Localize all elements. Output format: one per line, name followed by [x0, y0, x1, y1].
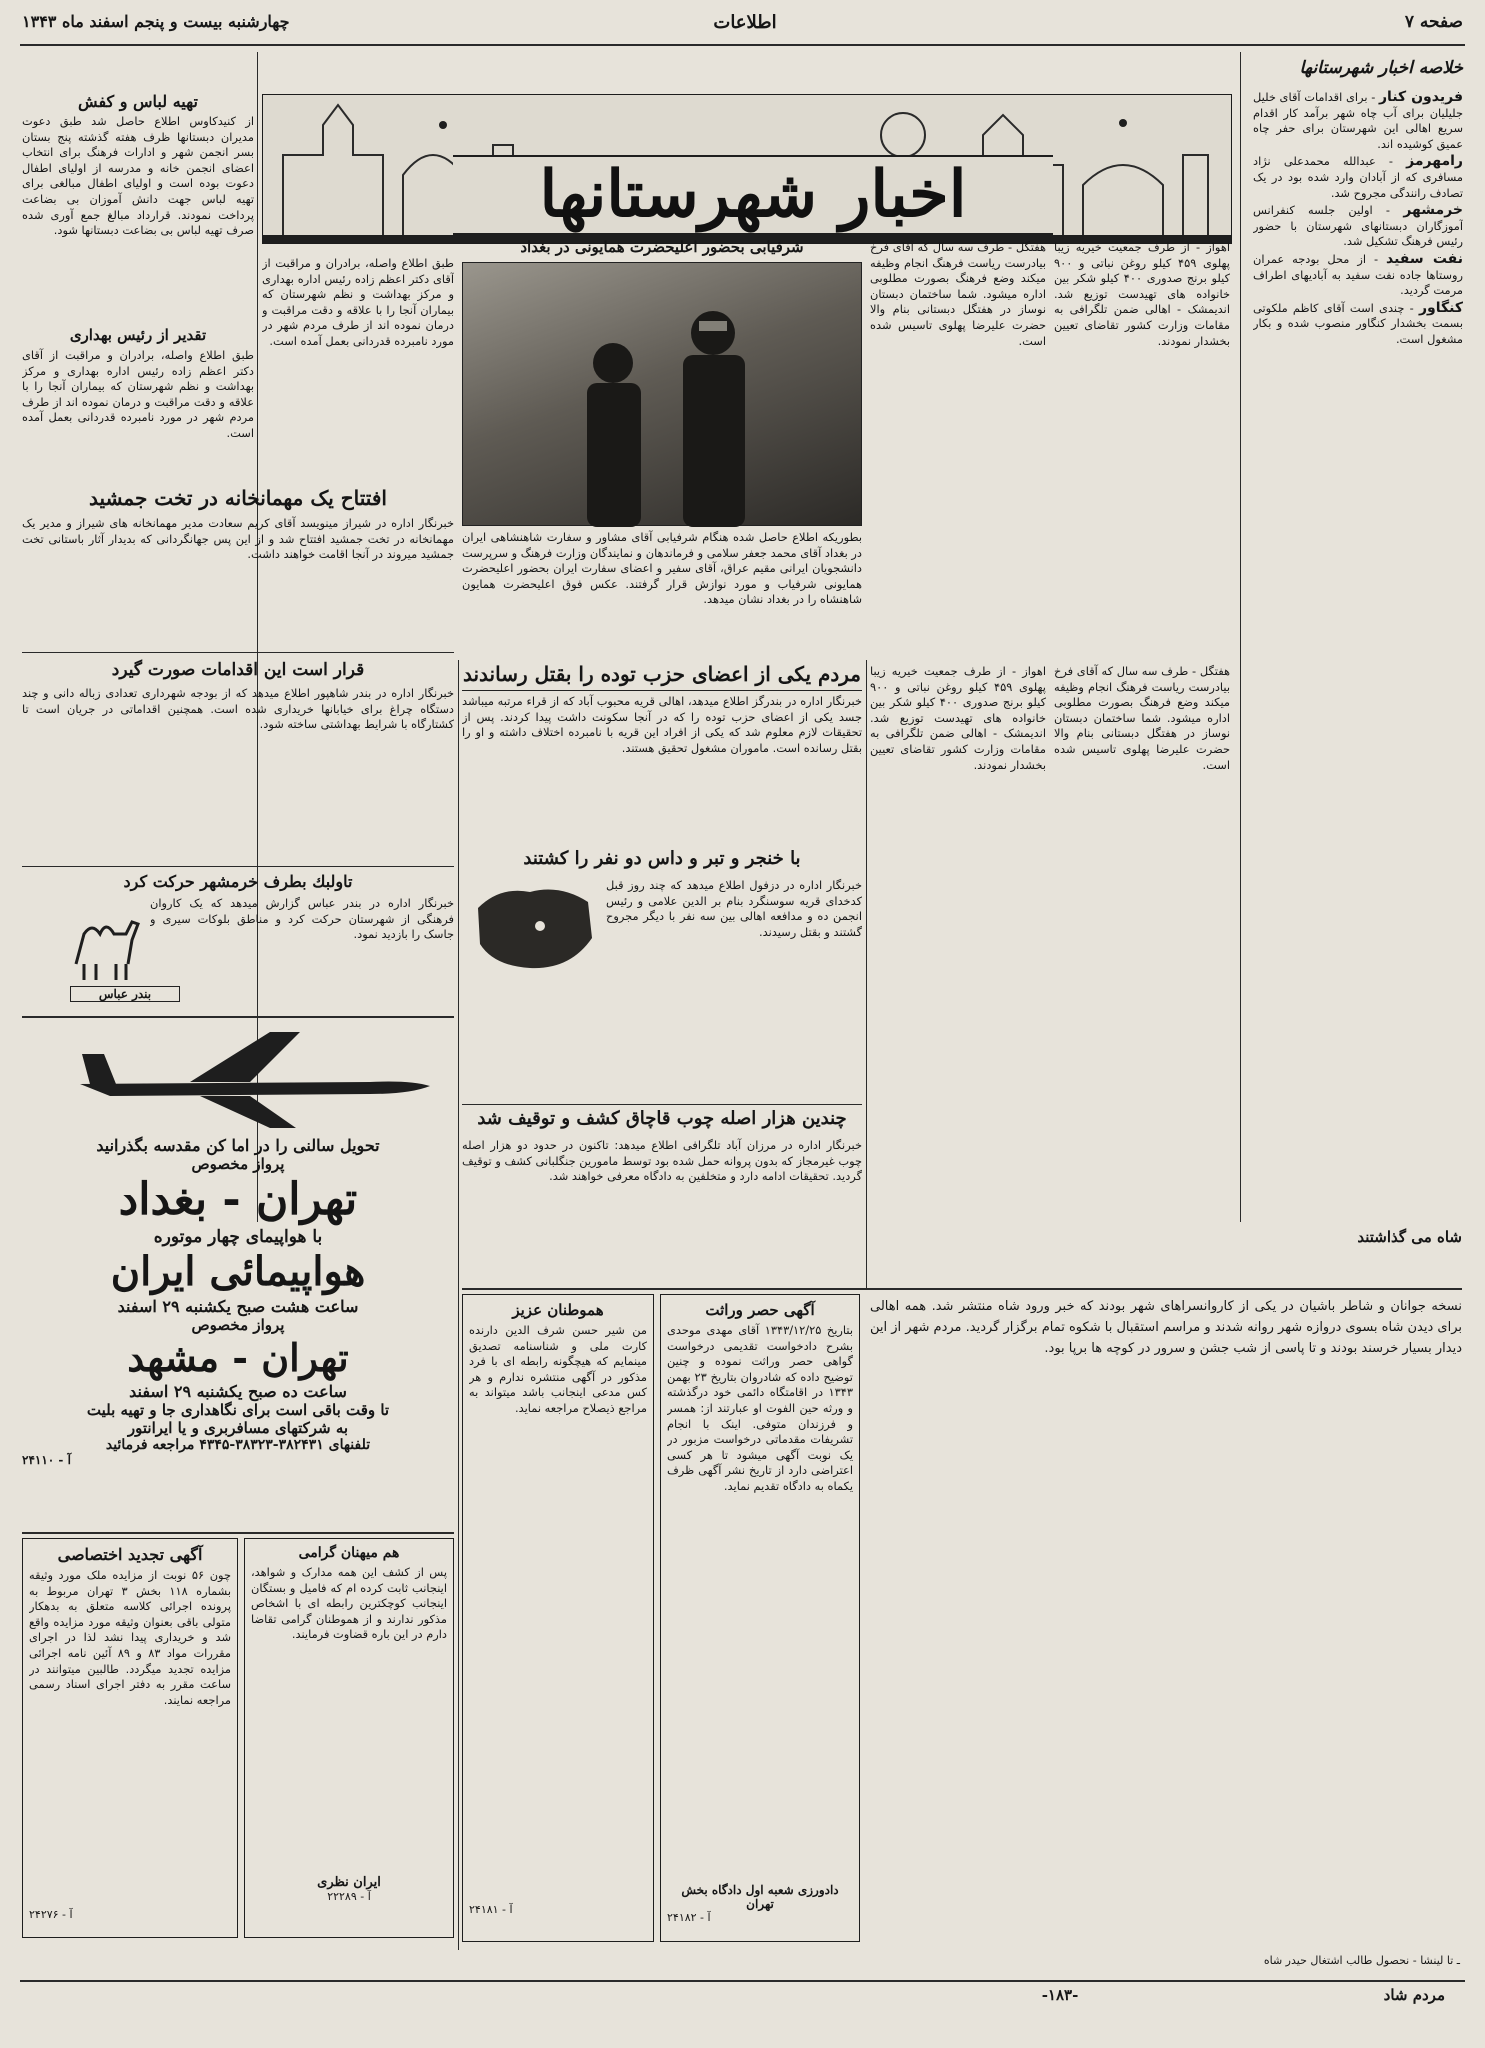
ad-line: تحویل سالنی را در اما کن مقدسه بگذرانید: [96, 1136, 380, 1155]
notice-body: من شیر حسن شرف الدین دارنده کارت ملی و شناسنامه تصدیق مینمایم که هیچگونه رابطه ای با فرد مذکور در آگهی منتشره ندارم و هر کس مدعی اینجانب باشد میتواند به مراجع ذیصلاح مراجعه نماید.: [469, 1323, 647, 1415]
mid-subbody: خبرنگار اداره در دزفول اطلاع میدهد که چند روز قبل کدخدای قریه سوسنگرد بنام بر الدین علامی و رئیس انجمن ده و مدافعه اهالی بین سه نفر با دیگر مجروح گشتند و بقتل رسیدند.: [606, 878, 862, 939]
footer-name: مردم شاد: [1383, 1986, 1445, 2004]
notice-signature: ایران نظری: [317, 1875, 381, 1890]
notice-code: آ - ۲۴۱۸۱: [469, 1903, 513, 1916]
notice-code: آ - ۲۴۱۸۲: [667, 1911, 711, 1924]
notice-title: هموطنان عزیز: [512, 1301, 604, 1319]
place-title: نفت سفید: [1386, 250, 1463, 267]
ad-flight: [22, 1136, 454, 1526]
news-body: چندی است آقای کاظم ملکوتی بسمت بخشدار کنگاور منصوب شده و بکار مشغول است.: [1253, 300, 1463, 346]
section-rule: [22, 866, 454, 867]
notice-body: بتاریخ ۱۳۴۳/۱۲/۲۵ آقای مهدی موحدی بشرح دادخواست تقدیمی درخواست گواهی حصر وراثت نموده و چنین توضیح داده که شادروان بتاریخ ۲۳ بهمن ۱۳۴۳ در اقامتگاه دائمی خود درگذشته و ورثه حین الفوت او عبارتند از: همسر و فرزندان متوفی. اینک با انجام تشریفات مقدماتی درخواست مزبور در یک نوبت آگهی میشود تا هر کسی اعتراضی دارد از تاریخ نشر آگهی ظرف یکماه به دادگاه تقدیم نماید.: [667, 1323, 853, 1493]
banner-title: اخبار شهرستانها: [453, 155, 1053, 235]
section-body: خبرنگار اداره در بندر عباس گزارش میدهد که یک کاروان فرهنگی از شهرستان حرکت کرد و مناطق بلوکات سیری و جاسک را بازدید نمود.: [150, 896, 454, 942]
footer-note: ـ تا لینشا - نحصول طالب اشتغال حیدر شاه: [1263, 1954, 1460, 1967]
ad-line: به شرکتهای مسافربری و یا ایرانتور: [127, 1419, 349, 1437]
notice-mehman: [244, 1538, 454, 1938]
mid-body: خبرنگار اداره در بندرگز اطلاع میدهد، اهالی قریه محبوب آباد که از قراء مرتبه میباشد جسد یکی از اعضای حزب توده را که در آنجا سکونت داشت پیدا کردند. پس از تحقیقات لازم معلوم شد که یکی از افراد این قریه با نامبرده اختلاف داشته و او را بقتل رسانده است. ماموران مشغول تحقیق هستند.: [462, 694, 862, 755]
airplane-icon: [70, 1024, 440, 1134]
notice-body: چون ۵۶ نوبت از مزایده ملک مورد وثیقه بشماره ۱۱۸ بخش ۳ تهران مربوط به پرونده اجرائی کلاسه متعلق به بدهکار متولی باقی بعنوان وثیقه مورد مزایده واقع شد و خریداری پیدا نشد لذا در اجرای مقررات مواد ۸۳ و ۸۹ آئین نامه اجرائی مزایده تجدید میگردد. طالبین میتوانند در ساعت مقرر به دفتر اجرای اسناد رسمی مراجعه نمایند.: [29, 1568, 231, 1707]
section-rule: [462, 1288, 1462, 1290]
section-body: خبرنگار اداره در بندر شاهپور اطلاع میدهد که از بودجه شهرداری تعدادی زباله دانی و چند دستگاه چراغ برای خیابانها خریداری شده است. همچنین اقداماتی در جریان است تا کشتارگاه با شرایط بهداشتی ساخته شود.: [22, 686, 454, 732]
choob-headline: چندین هزار اصله چوب قاچاق کشف و توقیف شد: [477, 1108, 847, 1129]
iran-map-illustration: [470, 878, 600, 978]
place-title: خرمشهر: [1403, 202, 1463, 219]
mid-headline: مردم یکی از اعضای حزب توده را بقتل رساندند: [462, 662, 862, 691]
header-rule: [20, 44, 1465, 46]
notice-tajdid: [22, 1538, 238, 1938]
ad-airline: هواپیمائی ایران: [110, 1248, 366, 1295]
ad-route: تهران - مشهد: [127, 1335, 349, 1380]
center-col-b: اهواز - از طرف جمعیت خیریه زیبا پهلوی ۴۵۹ کیلو روغن نباتی و ۹۰۰ کیلو برنج صدوری ۴۰۰ کیلو شکر بین خانواده های تهیدست توزیع شد. اندیمشک - اهالی ضمن تلگرافی به مقامات وزارت کشور تقاضای تعیین بخشدار نمودند.: [1054, 240, 1230, 348]
notice-code: آ - ۲۲۲۸۹: [327, 1890, 371, 1903]
left-title: تهیه لباس و کفش: [78, 92, 198, 111]
place-title: کنگاور: [1418, 299, 1463, 316]
ad-line: تلفنهای ۳۸۲۴۳۱-۳۸۳۲۳-۴۳۴۵ مراجعه فرمائید: [105, 1437, 371, 1453]
airplane-illustration: [70, 1024, 440, 1134]
left-item2-body: طبق اطلاع واصله، برادران و مراقبت از آقای دکتر اعظم زاده رئیس اداره بهداری و مرکز بهداشت و نظم شهرستان که بیماران آنجا را با علاقه و دقت مراقبت و درمان نموده اند از طرف مردم شهر در مورد نامبرده قدردانی بعمل آمده است.: [22, 348, 254, 440]
column-rule: [866, 660, 867, 1288]
photo-headline: شرفیابی بحضور اعلیحضرت همایونی در بغداد: [520, 238, 804, 256]
paper-name: اطلاعات: [713, 12, 777, 33]
place-title: رامهرمز: [1406, 153, 1463, 170]
left-body: از کنیدکاوس اطلاع حاصل شد طبق دعوت مدیران دبستانها ظرف هفته گذشته پنج بستان بسر انجمن شهر و ادارات فرهنگ برای انتخاب اعضای انجمن خانه و مدرسه از اولیای اطفال دعوت بوده است و اولیای اطفال مبالغی برای تهیه لباس جهت دانش آموزان بی بضاعت پرداخت نمودند. قرارداد مبالغ جمع آوری شده صرف تهیه لباس بی بضاعت دبستانها شود.: [22, 114, 254, 238]
camel-icon: [70, 894, 144, 984]
ad-route: تهران - بغداد: [118, 1174, 358, 1225]
section-rule: [22, 1016, 454, 1018]
notice-title: هم میهنان گرامی: [298, 1545, 400, 1561]
choob-body: خبرنگار اداره در مرزان آباد تلگرافی اطلاع میدهد: تاکنون در حدود دو هزار اصله چوب غیرمجاز که بدون پروانه حمل شده بود توسط مامورین جنگلبانی کشف و توقیف گردید. تحقیقات ادامه دارد و متخلفین به دادگاه معرفی خواهند شد.: [462, 1138, 862, 1184]
notice-title: آگهی تجدید اختصاصی: [57, 1545, 203, 1564]
column-head: خلاصه اخبار شهرستانها: [1299, 58, 1463, 78]
news-body: برای اقدامات آقای خلیل جلیلیان برای آب چاه شهر برآمد کار اقدام سریع اهالی این شهرستان برای حفر چاه عمیق کوشیده اند.: [1253, 90, 1463, 151]
map-icon: [470, 878, 600, 978]
ad-line: پرواز مخصوص: [191, 1316, 285, 1334]
news-body: عبدالله محمدعلی نژاد مسافری که از آبادان وارد شده بود در یک تصادف رانندگی مجروح شد.: [1253, 154, 1463, 200]
banner: [262, 94, 1232, 244]
notice-body: پس از کشف این همه مدارک و شواهد، اینجانب ثابت کرده ام که فامیل و بستگان اینجانب کوچکترین رابطه ای با اشخاص مذکور ندارند و از هموطنان گرامی تقاضا دارم در این باره قضاوت فرمایند.: [251, 1565, 447, 1642]
section-title: قرار است این اقدامات صورت گیرد: [111, 660, 365, 680]
left-item2-title: تقدیر از رئیس بهداری: [69, 326, 207, 344]
stamp-label: بندر عباس: [70, 986, 180, 1002]
ad-line: پرواز مخصوص: [191, 1155, 285, 1173]
ad-line: ساعت ده صبح یکشنبه ۲۹ اسفند: [129, 1382, 347, 1401]
ad-line: ساعت هشت صبح یکشنبه ۲۹ اسفند: [117, 1297, 359, 1316]
mid-subheadline: با خنجر و تبر و داس دو نفر را کشتند: [523, 848, 801, 869]
section-rule: [22, 1532, 454, 1534]
notice-hasr: [660, 1294, 860, 1942]
news-photo: [462, 262, 862, 526]
footer-page: -۱۸۳-: [1041, 1986, 1079, 2004]
notice-footer: دادورزی شعبه اول دادگاه بخش تهران: [681, 1883, 839, 1911]
section-rule: [22, 652, 454, 653]
ad-line: تا وقت باقی است برای نگاهداری جا و تهیه بلیت: [86, 1401, 390, 1419]
news-body: اولین جلسه کنفرانس آموزگاران دبستانهای شهرستان با حضور رئیس فرهنگ تشکیل شد.: [1253, 203, 1463, 249]
header-date: چهارشنبه بیست و پنجم اسفند ماه ۱۳۴۳: [22, 12, 290, 31]
ad-line: با هواپیمای چهار موتوره: [153, 1227, 323, 1247]
notice-code: آ - ۲۴۲۷۶: [29, 1908, 73, 1921]
notice-title: آگهی حصر وراثت: [705, 1301, 815, 1319]
center-col-a-cont: اهواز - از طرف جمعیت خیریه زیبا پهلوی ۴۵۹ کیلو روغن نباتی و ۹۰۰ کیلو برنج صدوری ۴۰۰ کیلو شکر بین خانواده های تهیدست توزیع شد. اندیمشک - اهالی ضمن تلگرافی به مقامات وزارت کشور تقاضای تعیین بخشدار نمودند.: [870, 664, 1046, 772]
photo-figures: [463, 263, 863, 527]
ad-code: آ - ۲۴۱۱۰: [22, 1453, 71, 1467]
center-col-a: هفتگل - طرف سه سال که آقای فرخ بیادرست ریاست فرهنگ انجام وظیفه میکند وضع فرهنگ بصورت مطلوبی اداره میشود. شما ساختمان دبستان نوساز در هفتگل دبستانی بنام والا حضرت علیرضا پهلوی تاسیس شده است.: [870, 240, 1046, 348]
left2-body: طبق اطلاع واصله، برادران و مراقبت از آقای دکتر اعظم زاده رئیس اداره بهداری و مرکز بهداشت و نظم شهرستان که بیماران آنجا را با علاقه و دقت مراقبت و درمان نموده اند از طرف مردم شهر در مورد نامبرده قدردانی بعمل آمده است.: [262, 256, 454, 348]
column-rule: [1240, 52, 1241, 1222]
section-title: افتتاح یک مهمانخانه در تخت جمشید: [89, 486, 387, 510]
shah-title: شاه می گذاشتند: [1357, 1228, 1462, 1246]
news-body: از محل بودجه عمران روستاها جاده نفت سفید به آبادیهای اطراف مرمت گردید.: [1253, 251, 1463, 298]
shah-body: نسخه جوانان و شاطر باشیان در یکی از کاروانسراهای شهر بودند که خبر ورود شاه منتشر شد. همه اهالی برای دیدن شاه بسوی دروازه شهر روانه شدند و مراسم استقبال با شکوه تمام برگزار گردید. مردم شهر از این دیدار بسیار خرسند بودند و تا پاسی از شب جشن و سرور در کوچه ها برپا بود.: [870, 1299, 1462, 1356]
section-body: خبرنگار اداره در شیراز مینویسد آقای کریم سعادت مدیر مهمانخانه های شیراز و مدیر یک مهمانخانه در تخت جمشید افتتاح شد و از این پس جهانگردانی که بدیدار آثار باستانی تخت جمشید میروند در آنجا اقامت خواهند داشت.: [22, 516, 454, 562]
camel-illustration: [70, 894, 144, 984]
section-rule: [462, 1104, 862, 1105]
column-rule: [458, 660, 459, 1950]
place-title: فریدون کنار: [1379, 90, 1463, 105]
page-number: صفحه ۷: [1404, 12, 1463, 32]
section-title: تاولبك بطرف خرمشهر حرکت کرد: [123, 872, 353, 891]
notice-ham: [462, 1294, 654, 1942]
right-column: فریدون کنار - برای اقدامات آقای خلیل جلیلیان برای آب چاه شهر برآمد کار اقدام سریع اهالی این شهرستان برای حفر چاه عمیق کوشیده اند. رامهرمز - عبدالله محمدعلی نژاد مسافری که از آبادان وارد شده بود در یک تصادف رانندگی مجروح شد. خرمشهر - اولین جلسه کنفرانس آموزگاران دبستانهای شهرستان با حضور رئیس فرهنگ تشکیل شد. نفت سفید - از محل بودجه عمران روستاها جاده نفت سفید به آبادیهای اطراف مرمت گردید. کنگاور - چندی است آقای کاظم ملکوتی بسمت بخشدار کنگاور منصوب شده و بکار مشغول است.: [1253, 90, 1463, 346]
center-col-b-cont: هفتگل - طرف سه سال که آقای فرخ بیادرست ریاست فرهنگ انجام وظیفه میکند وضع فرهنگ بصورت مطلوبی اداره میشود. شما ساختمان دبستان نوساز در هفتگل دبستانی بنام والا حضرت علیرضا پهلوی تاسیس شده است.: [1054, 664, 1230, 772]
photo-caption: بطوریکه اطلاع حاصل شده هنگام شرفیابی آقای مشاور و سفارت شاهنشاهی ایران در بغداد آقای محمد جعفر سلامی و فرماندهان و نمایندگان وزارت فرهنگ و سرپرست دانشجویان ایرانی مقیم عراق، آقای سفیر و اعضای سفارت ایران بحضور اعلیحضرت همایونی شرفیاب و مورد نوازش قرار گرفتند. عکس فوق اعلیحضرت همایون شاهنشاه را در بغداد نشان میدهد.: [462, 530, 862, 607]
footer-rule: [20, 1980, 1465, 1982]
